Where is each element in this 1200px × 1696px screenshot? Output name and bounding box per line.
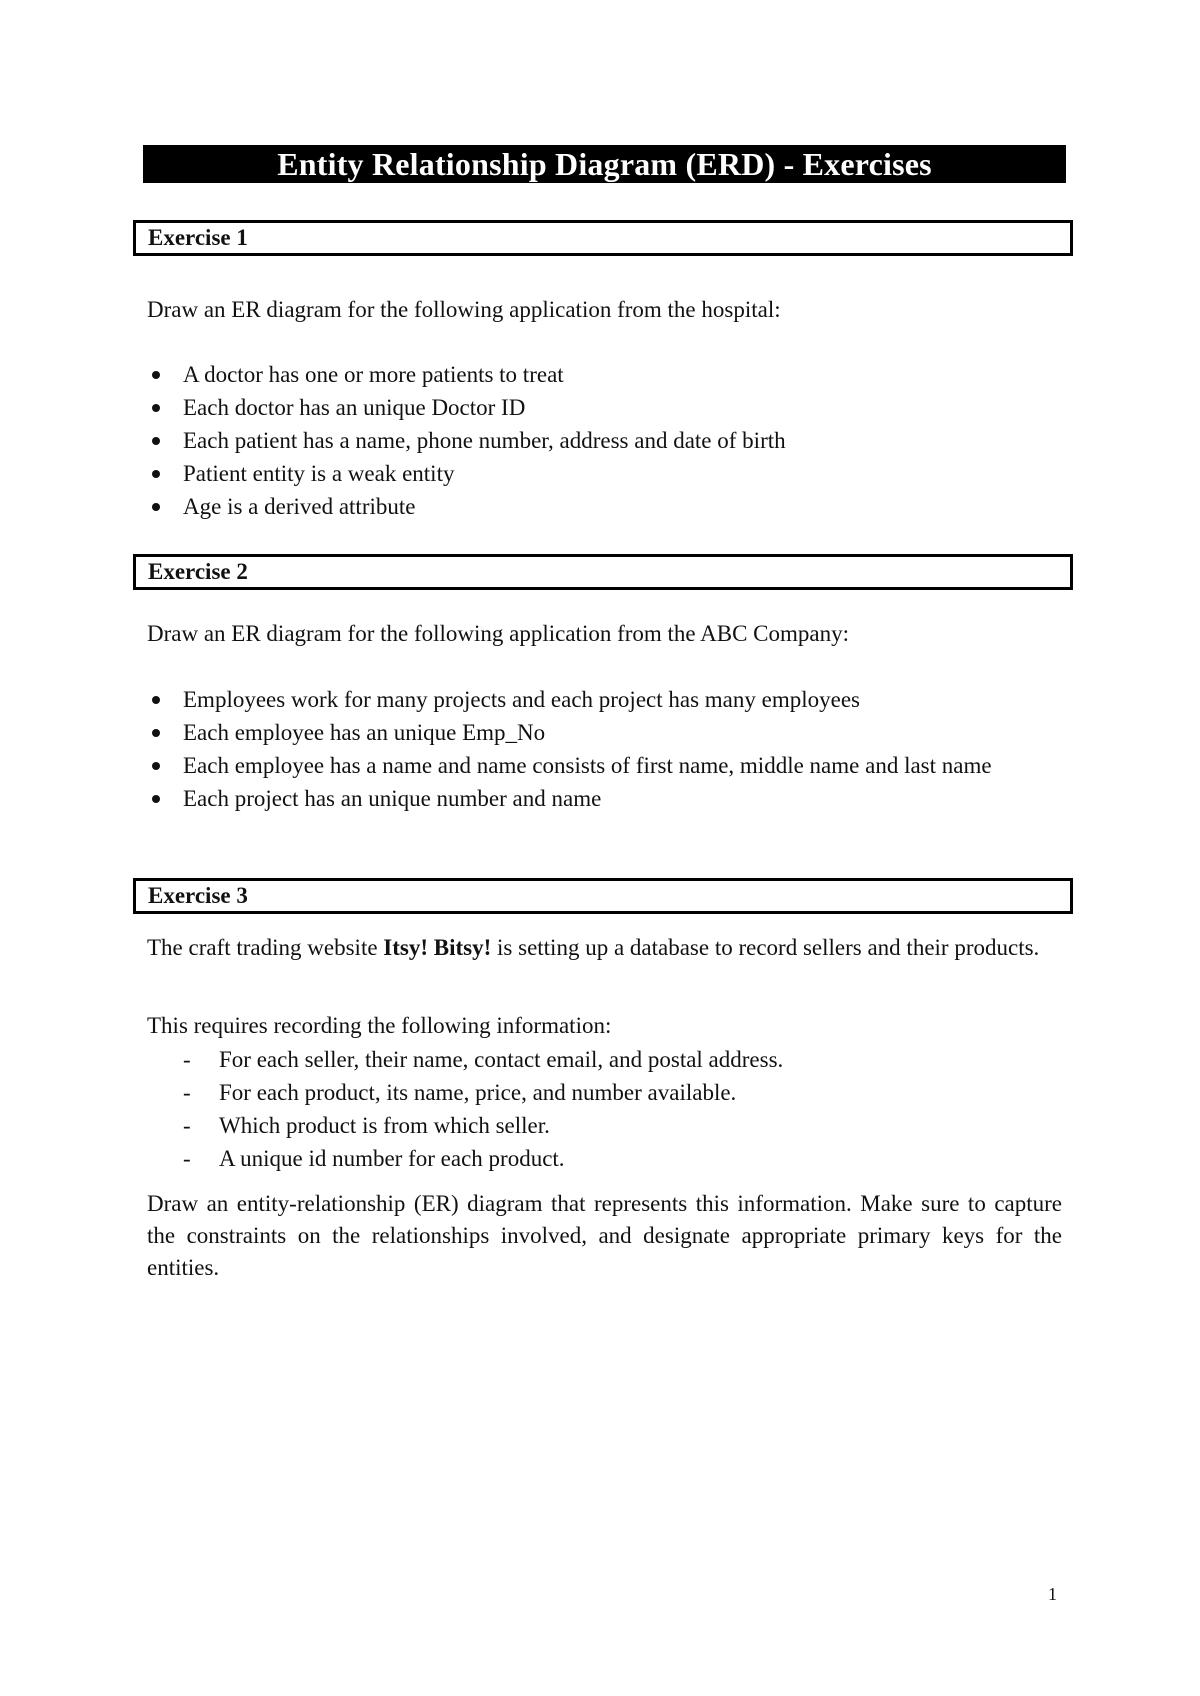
list-item: - Which product is from which seller. <box>183 1109 1063 1142</box>
exercise-1-heading: Exercise 1 <box>133 220 1073 256</box>
exercise-3-list <box>183 1043 1063 1175</box>
intro-text-after: is setting up a database to record sellers and their products. <box>491 935 1040 960</box>
page-number: 1 <box>1048 1584 1057 1604</box>
list-item: Patient entity is a weak entity <box>147 457 1067 490</box>
exercise-1-intro: Draw an ER diagram for the following application from the hospital: <box>147 297 781 322</box>
exercise-3-heading: Exercise 3 <box>133 878 1073 914</box>
list-item: Each project has an unique number and name <box>147 782 1037 815</box>
exercise-3-intro <box>147 932 1072 964</box>
list-item: Employees work for many projects and each project has many employees <box>147 683 1037 716</box>
exercise-2-list <box>147 683 1037 815</box>
list-item: Each doctor has an unique Doctor ID <box>147 391 1067 424</box>
list-item: Each employee has a name and name consists of first name, middle name and last name <box>147 749 1037 782</box>
list-item: Each patient has a name, phone number, address and date of birth <box>147 424 1067 457</box>
exercise-3-closing: Draw an entity-relationship (ER) diagram that represents this information. Make sure to capture the constraints on the relationships involved, and designate appropriate primary keys for the entities. <box>147 1191 1062 1280</box>
list-item: Age is a derived attribute <box>147 490 1067 523</box>
list-item: - For each product, its name, price, and number available. <box>183 1076 1063 1109</box>
list-item: A doctor has one or more patients to treat <box>147 358 1067 391</box>
document-title: Entity Relationship Diagram (ERD) - Exercises <box>143 145 1066 183</box>
list-item: - A unique id number for each product. <box>183 1142 1063 1175</box>
exercise-1-list <box>147 358 1067 523</box>
exercise-3-requires: This requires recording the following information: <box>147 1013 612 1038</box>
intro-text-before: The craft trading website <box>147 935 384 960</box>
list-item: - For each seller, their name, contact email, and postal address. <box>183 1043 1063 1076</box>
exercise-2-intro: Draw an ER diagram for the following application from the ABC Company: <box>147 621 849 646</box>
exercise-2-heading: Exercise 2 <box>133 554 1073 590</box>
site-name: Itsy! Bitsy! <box>383 935 492 960</box>
list-item: Each employee has an unique Emp_No <box>147 716 1037 749</box>
